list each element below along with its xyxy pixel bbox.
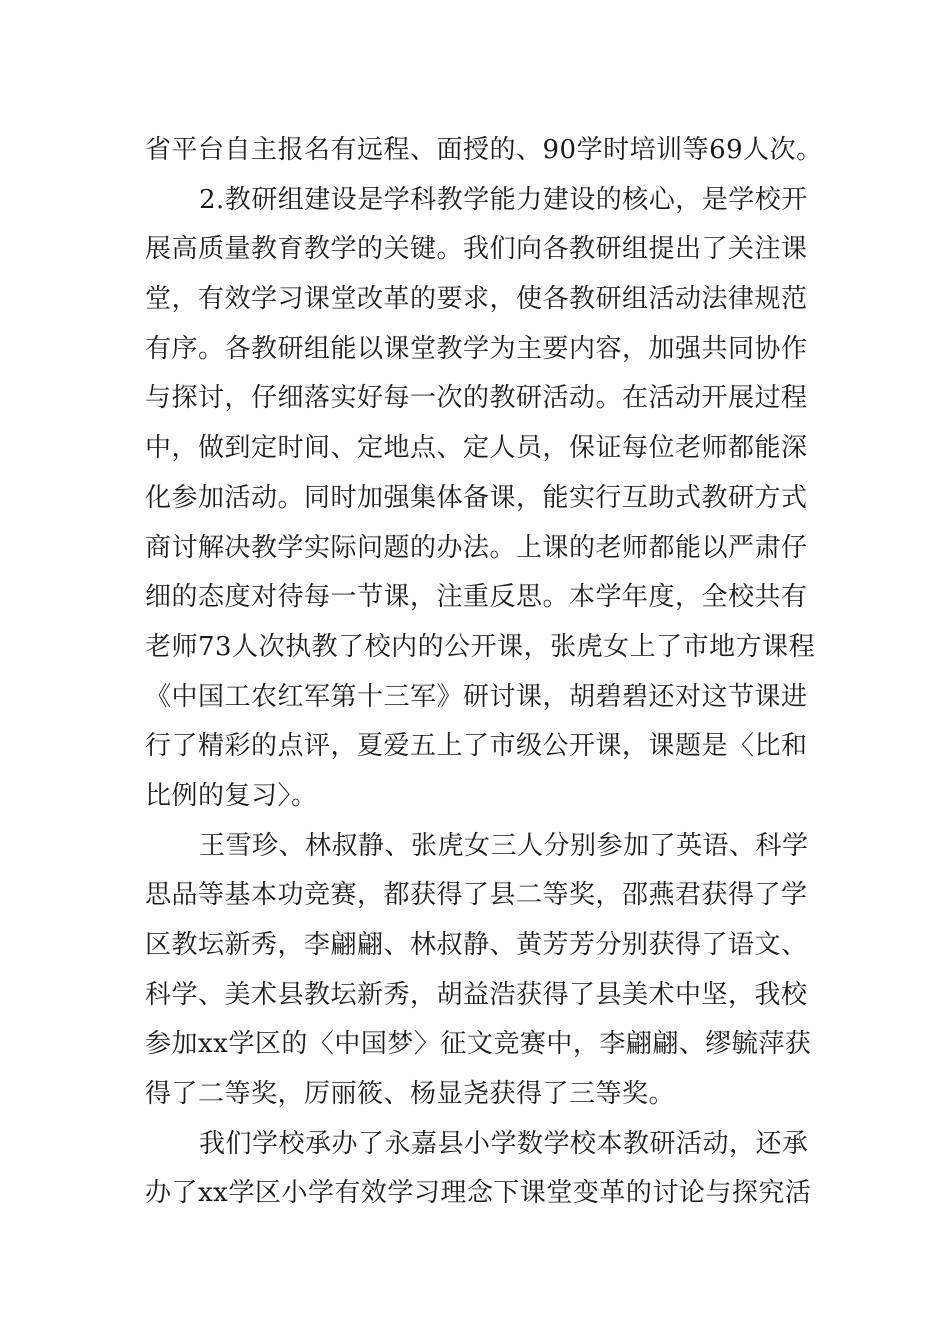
- text-line: 得了二等奖，厉丽筱、杨显尧获得了三等奖。: [145, 1079, 676, 1110]
- text-line: 商讨解决教学实际问题的办法。上课的老师都能以严肃仔: [145, 532, 808, 563]
- text-line: 细的态度对待每一节课，注重反思。本学年度，全校共有: [145, 582, 808, 613]
- text-line: 区教坛新秀，李翩翩、林叔静、黄芳芳分别获得了语文、: [145, 930, 808, 960]
- text-line: 行了精彩的点评，夏爱五上了市级公开课，课题是〈比和: [145, 731, 808, 762]
- document-body: [145, 126, 823, 1219]
- text-line: 中，做到定时间、定地点、定人员，保证每位老师都能深: [145, 433, 808, 464]
- text-line: 《中国工农红军第十三军》研讨课，胡碧碧还对这节课进: [145, 681, 808, 712]
- text-line: 堂，有效学习课堂改革的要求，使各教研组活动法律规范: [145, 284, 808, 315]
- text-line: 参加xx学区的〈中国梦〉征文竞赛中，李翩翩、缪毓萍获: [145, 1029, 812, 1060]
- text-line: 展高质量教育教学的关键。我们向各教研组提出了关注课: [145, 234, 808, 265]
- text-line: 化参加活动。同时加强集体备课，能实行互助式教研方式: [145, 482, 808, 513]
- text-line: 我们学校承办了永嘉县小学数学校本教研活动，还承: [199, 1128, 809, 1159]
- text-line: 王雪珍、林叔静、张虎女三人分别参加了英语、科学: [199, 830, 809, 861]
- text-line: 老师73人次执教了校内的公开课，张虎女上了市地方课程: [145, 631, 816, 662]
- text-line: 比例的复习〉。: [145, 780, 318, 811]
- text-line: 办了xx学区小学有效学习理念下课堂变革的讨论与探究活: [145, 1178, 812, 1209]
- text-line: 思品等基本功竞赛，都获得了县二等奖，邵燕君获得了学: [145, 880, 808, 911]
- text-line: 科学、美术县教坛新秀，胡益浩获得了县美术中坚，我校: [145, 979, 808, 1010]
- text-line: 有序。各教研组能以课堂教学为主要内容，加强共同协作: [145, 333, 808, 364]
- text-line: 省平台自主报名有远程、面授的、90学时培训等69人次。: [145, 135, 823, 165]
- text-line: 2.教研组建设是学科教学能力建设的核心，是学校开: [199, 184, 808, 215]
- text-line: 与探讨，仔细落实好每一次的教研活动。在活动开展过程: [145, 383, 808, 414]
